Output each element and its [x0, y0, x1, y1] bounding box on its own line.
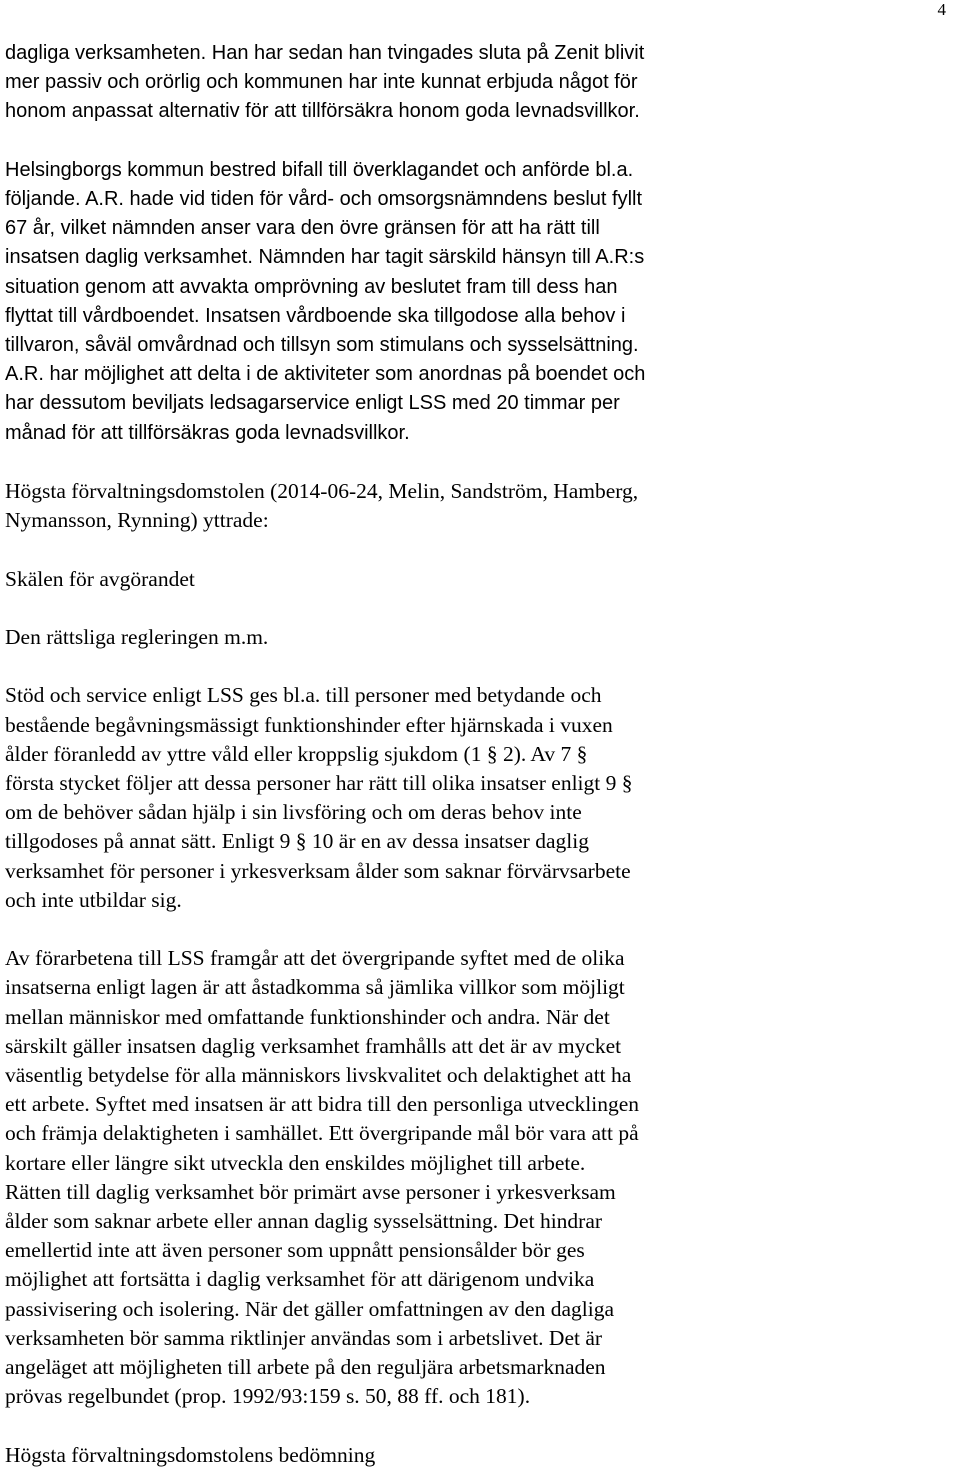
- heading-grounds-for-decision: Skälen för avgörandet: [5, 566, 195, 591]
- paragraph-lss-support: Stöd och service enligt LSS ges bl.a. till personer med betydande och bestående begåvningsmässigt funktionshinder efter hjärnskada i vuxen ålder föranledd av yttre våld eller kroppslig sjukdom (1 § 2). Av 7 § första stycket följer att dessa personer har rätt till olika insatser enligt 9 § om de behöver sådan hjälp i sin livsföring och om deras behov inte tillgodoses på annat sätt. Enligt 9 § 10 är en av dessa insatser daglig verksamhet för personer i yrkesverksam ålder som saknar förvärvsarbete och inte utbildar sig.: [5, 683, 633, 912]
- page-number: 4: [937, 0, 946, 19]
- heading-court-assessment: Högsta förvaltningsdomstolens bedömning: [5, 1442, 376, 1467]
- paragraph-preparatory-works: Av förarbetena till LSS framgår att det övergripande syftet med de olika insatserna enligt lagen är att åstadkomma så jämlika villkor som möjligt mellan människor med omfattande funktionshinder och andra. När det särskilt gäller insatsen daglig verksamhet framhålls att det är av mycket väsentlig betydelse för alla människors livskvalitet och delaktighet att ha ett arbete. Syftet med insatsen är att bidra till den personliga utvecklingen och främja delaktigheten i samhället. Ett övergripande mål bör vara att på kortare eller längre sikt utveckla den enskildes möjlighet till arbete. Rätten till daglig verksamhet bör primärt avse personer i yrkesverksam ålder som saknar arbete eller annan daglig sysselsättning. Det hindrar emellertid inte att även personer som uppnått pensionsålder bör ges möjlighet att fortsätta i daglig verksamhet för att därigenom undvika passivisering och isolering. När det gäller omfattningen av den dagliga verksamheten bör samma riktlinjer användas som i arbetslivet. Det är angeläget att möjligheten till arbete på den reguljära arbetsmarknaden prövas regelbundet (prop. 1992/93:159 s. 50, 88 ff. och 181).: [5, 946, 640, 1409]
- heading-legal-regulation: Den rättsliga regleringen m.m.: [5, 625, 269, 649]
- paragraph-court-statement-intro: Högsta förvaltningsdomstolen (2014-06-24, Melin, Sandström, Hamberg, Nymansson, Rynning) yttrade:: [5, 479, 639, 533]
- document-body: [5, 39, 960, 1470]
- paragraph-background-continued: dagliga verksamheten. Han har sedan han tvingades sluta på Zenit blivit mer passiv och orörlig och kommunen har inte kunnat erbjuda något för honom anpassat alternativ för att tillförsäkra honom goda levnadsvillkor.: [5, 42, 645, 123]
- paragraph-municipality-response: Helsingborgs kommun bestred bifall till överklagandet och anförde bl.a. följande. A.R. hade vid tiden för vård- och omsorgsnämndens beslut fyllt 67 år, vilket nämnden anser vara den övre gränsen för att ha rätt till insatsen daglig verksamhet. Nämnden har tagit särskild hänsyn till A.R:s situation genom att avvakta omprövning av beslutet fram till dess han flyttat till vårdboendet. Insatsen vårdboende ska tillgodose alla behov i tillvaron, såväl omvårdnad och tillsyn som stimulans och sysselsättning. A.R. har möjlighet att delta i de aktiviteter som anordnas på boendet och har dessutom beviljats ledsagarservice enligt LSS med 20 timmar per månad för att tillförsäkras goda levnadsvillkor.: [5, 158, 646, 444]
